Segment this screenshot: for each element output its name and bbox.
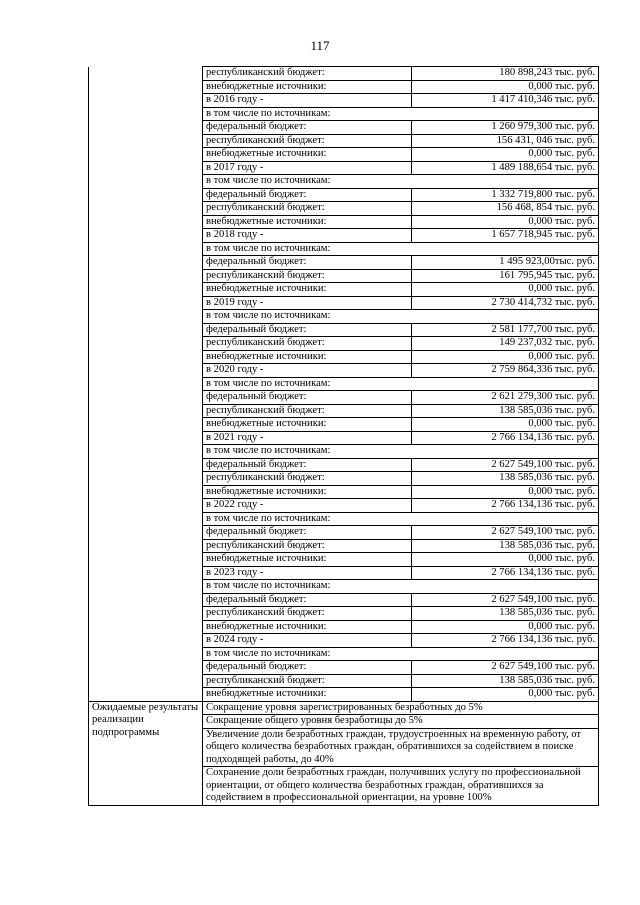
funding-label: внебюджетные источники: xyxy=(203,80,412,94)
left-empty-cell xyxy=(89,134,203,148)
left-empty-cell xyxy=(89,94,203,108)
funding-row xyxy=(89,512,599,526)
funding-label: внебюджетные источники: xyxy=(203,215,412,229)
funding-label: федеральный бюджет: xyxy=(203,256,412,270)
funding-row xyxy=(89,445,599,459)
funding-label: федеральный бюджет: xyxy=(203,458,412,472)
funding-value: 2 581 177,700 тыс. руб. xyxy=(412,323,599,337)
funding-value: 1 417 410,346 тыс. руб. xyxy=(412,94,599,108)
left-empty-cell xyxy=(89,458,203,472)
funding-label: внебюджетные источники: xyxy=(203,620,412,634)
funding-label: в 2018 году - xyxy=(203,229,412,243)
funding-value: 138 585,036 тыс. руб. xyxy=(412,472,599,486)
funding-row xyxy=(89,188,599,202)
funding-row xyxy=(89,67,599,81)
funding-label: внебюджетные источники: xyxy=(203,148,412,162)
funding-label: внебюджетные источники: xyxy=(203,688,412,702)
funding-value: 2 627 549,100 тыс. руб. xyxy=(412,526,599,540)
left-empty-cell xyxy=(89,80,203,94)
program-funding-table xyxy=(88,66,599,806)
funding-value: 2 627 549,100 тыс. руб. xyxy=(412,661,599,675)
funding-value: 0,000 тыс. руб. xyxy=(412,80,599,94)
funding-value: 1 495 923,00тыс. руб. xyxy=(412,256,599,270)
left-empty-cell xyxy=(89,580,203,594)
funding-row xyxy=(89,175,599,189)
left-empty-cell xyxy=(89,364,203,378)
left-empty-cell xyxy=(89,647,203,661)
funding-row xyxy=(89,431,599,445)
funding-value: 1 657 718,945 тыс. руб. xyxy=(412,229,599,243)
funding-label: республиканский бюджет: xyxy=(203,472,412,486)
funding-value: 0,000 тыс. руб. xyxy=(412,350,599,364)
page-number: 117 xyxy=(310,38,330,53)
left-empty-cell xyxy=(89,593,203,607)
left-empty-cell xyxy=(89,148,203,162)
funding-row xyxy=(89,661,599,675)
funding-label: федеральный бюджет: xyxy=(203,188,412,202)
left-empty-cell xyxy=(89,310,203,324)
left-empty-cell xyxy=(89,107,203,121)
funding-row xyxy=(89,215,599,229)
funding-label: в 2020 году - xyxy=(203,364,412,378)
funding-label: в том числе по источникам: xyxy=(203,512,599,526)
left-empty-cell xyxy=(89,499,203,513)
funding-label: республиканский бюджет: xyxy=(203,202,412,216)
funding-row xyxy=(89,404,599,418)
left-empty-cell xyxy=(89,229,203,243)
funding-value: 0,000 тыс. руб. xyxy=(412,215,599,229)
funding-row xyxy=(89,310,599,324)
left-empty-cell xyxy=(89,688,203,702)
funding-row xyxy=(89,269,599,283)
funding-value: 180 898,243 тыс. руб. xyxy=(412,67,599,81)
expected-result-item: Сокращение уровня зарегистрированных безработных до 5% xyxy=(203,701,599,715)
left-empty-cell xyxy=(89,418,203,432)
left-empty-cell xyxy=(89,67,203,81)
funding-label: в 2023 году - xyxy=(203,566,412,580)
funding-value: 1 260 979,300 тыс. руб. xyxy=(412,121,599,135)
left-empty-cell xyxy=(89,634,203,648)
funding-label: в 2024 году - xyxy=(203,634,412,648)
left-empty-cell xyxy=(89,485,203,499)
funding-row xyxy=(89,161,599,175)
left-empty-cell xyxy=(89,283,203,297)
funding-row xyxy=(89,202,599,216)
expected-results-label: Ожидаемые результаты реализации подпрограммы xyxy=(89,701,203,805)
expected-result-item: Сокращение общего уровня безработицы до 5% xyxy=(203,715,599,729)
left-empty-cell xyxy=(89,472,203,486)
funding-label: внебюджетные источники: xyxy=(203,418,412,432)
funding-value: 2 730 414,732 тыс. руб. xyxy=(412,296,599,310)
funding-value: 156 431, 046 тыс. руб. xyxy=(412,134,599,148)
funding-value: 0,000 тыс. руб. xyxy=(412,148,599,162)
funding-label: федеральный бюджет: xyxy=(203,323,412,337)
funding-value: 0,000 тыс. руб. xyxy=(412,418,599,432)
funding-label: в том числе по источникам: xyxy=(203,175,599,189)
left-empty-cell xyxy=(89,161,203,175)
funding-label: в том числе по источникам: xyxy=(203,107,599,121)
funding-row xyxy=(89,539,599,553)
left-empty-cell xyxy=(89,296,203,310)
expected-result-item: Сохранение доли безработных граждан, получивших услугу по профессиональной ориентации, от общего количества безработных граждан, обратившихся за содействием в профессиональной ориентации, на уровне 100% xyxy=(203,767,599,806)
funding-row xyxy=(89,485,599,499)
funding-rows xyxy=(89,67,599,702)
funding-row xyxy=(89,688,599,702)
funding-label: в том числе по источникам: xyxy=(203,310,599,324)
funding-row xyxy=(89,580,599,594)
funding-row xyxy=(89,553,599,567)
funding-label: республиканский бюджет: xyxy=(203,67,412,81)
funding-label: в 2017 году - xyxy=(203,161,412,175)
left-empty-cell xyxy=(89,175,203,189)
expected-result-row xyxy=(89,701,599,715)
funding-label: внебюджетные источники: xyxy=(203,350,412,364)
left-empty-cell xyxy=(89,539,203,553)
left-empty-cell xyxy=(89,620,203,634)
funding-label: республиканский бюджет: xyxy=(203,134,412,148)
funding-row xyxy=(89,499,599,513)
funding-value: 0,000 тыс. руб. xyxy=(412,485,599,499)
left-empty-cell xyxy=(89,215,203,229)
left-empty-cell xyxy=(89,323,203,337)
funding-value: 2 627 549,100 тыс. руб. xyxy=(412,458,599,472)
funding-value: 2 627 549,100 тыс. руб. xyxy=(412,593,599,607)
funding-row xyxy=(89,472,599,486)
funding-label: в 2021 году - xyxy=(203,431,412,445)
funding-label: федеральный бюджет: xyxy=(203,661,412,675)
funding-row xyxy=(89,242,599,256)
funding-value: 156 468, 854 тыс. руб. xyxy=(412,202,599,216)
left-empty-cell xyxy=(89,121,203,135)
funding-row xyxy=(89,647,599,661)
left-empty-cell xyxy=(89,391,203,405)
funding-row xyxy=(89,526,599,540)
funding-value: 0,000 тыс. руб. xyxy=(412,553,599,567)
expected-result-item: Увеличение доли безработных граждан, трудоустроенных на временную работу, от общего количества безработных граждан, обратившихся за содействием в поиске подходящей работы, до 40% xyxy=(203,728,599,767)
left-empty-cell xyxy=(89,431,203,445)
funding-label: федеральный бюджет: xyxy=(203,526,412,540)
left-empty-cell xyxy=(89,377,203,391)
funding-value: 0,000 тыс. руб. xyxy=(412,283,599,297)
funding-value: 138 585,036 тыс. руб. xyxy=(412,674,599,688)
funding-row xyxy=(89,566,599,580)
funding-label: в том числе по источникам: xyxy=(203,445,599,459)
funding-value: 138 585,036 тыс. руб. xyxy=(412,607,599,621)
funding-label: федеральный бюджет: xyxy=(203,121,412,135)
funding-row xyxy=(89,458,599,472)
funding-row xyxy=(89,121,599,135)
funding-row xyxy=(89,634,599,648)
funding-value: 0,000 тыс. руб. xyxy=(412,688,599,702)
funding-label: федеральный бюджет: xyxy=(203,593,412,607)
left-empty-cell xyxy=(89,607,203,621)
funding-label: республиканский бюджет: xyxy=(203,607,412,621)
funding-label: в 2016 году - xyxy=(203,94,412,108)
funding-row xyxy=(89,337,599,351)
funding-value: 161 795,945 тыс. руб. xyxy=(412,269,599,283)
funding-row xyxy=(89,364,599,378)
left-empty-cell xyxy=(89,350,203,364)
funding-label: в том числе по источникам: xyxy=(203,242,599,256)
funding-label: внебюджетные источники: xyxy=(203,553,412,567)
funding-value: 149 237,032 тыс. руб. xyxy=(412,337,599,351)
left-empty-cell xyxy=(89,188,203,202)
funding-value: 2 766 134,136 тыс. руб. xyxy=(412,634,599,648)
funding-value: 2 766 134,136 тыс. руб. xyxy=(412,499,599,513)
funding-value: 0,000 тыс. руб. xyxy=(412,620,599,634)
left-empty-cell xyxy=(89,553,203,567)
funding-row xyxy=(89,94,599,108)
funding-label: в том числе по источникам: xyxy=(203,647,599,661)
funding-row xyxy=(89,620,599,634)
expected-results-rows xyxy=(89,701,599,805)
funding-label: внебюджетные источники: xyxy=(203,283,412,297)
funding-label: республиканский бюджет: xyxy=(203,404,412,418)
left-empty-cell xyxy=(89,512,203,526)
left-empty-cell xyxy=(89,566,203,580)
left-empty-cell xyxy=(89,256,203,270)
left-empty-cell xyxy=(89,661,203,675)
funding-row xyxy=(89,350,599,364)
funding-label: республиканский бюджет: xyxy=(203,539,412,553)
left-empty-cell xyxy=(89,445,203,459)
funding-row xyxy=(89,323,599,337)
funding-row xyxy=(89,229,599,243)
funding-row xyxy=(89,377,599,391)
funding-value: 138 585,036 тыс. руб. xyxy=(412,404,599,418)
funding-label: республиканский бюджет: xyxy=(203,337,412,351)
funding-value: 1 332 719,800 тыс. руб. xyxy=(412,188,599,202)
funding-row xyxy=(89,107,599,121)
funding-row xyxy=(89,593,599,607)
left-empty-cell xyxy=(89,526,203,540)
left-empty-cell xyxy=(89,242,203,256)
funding-row xyxy=(89,607,599,621)
left-empty-cell xyxy=(89,337,203,351)
left-empty-cell xyxy=(89,674,203,688)
funding-value: 2 766 134,136 тыс. руб. xyxy=(412,566,599,580)
funding-value: 138 585,036 тыс. руб. xyxy=(412,539,599,553)
funding-label: республиканский бюджет: xyxy=(203,269,412,283)
funding-row xyxy=(89,391,599,405)
funding-row xyxy=(89,80,599,94)
funding-row xyxy=(89,134,599,148)
funding-row xyxy=(89,283,599,297)
funding-row xyxy=(89,256,599,270)
funding-row xyxy=(89,296,599,310)
funding-row xyxy=(89,418,599,432)
funding-label: в 2022 году - xyxy=(203,499,412,513)
funding-row xyxy=(89,674,599,688)
funding-label: в том числе по источникам: xyxy=(203,377,599,391)
funding-label: федеральный бюджет: xyxy=(203,391,412,405)
funding-value: 2 621 279,300 тыс. руб. xyxy=(412,391,599,405)
funding-row xyxy=(89,148,599,162)
funding-value: 2 759 864,336 тыс. руб. xyxy=(412,364,599,378)
left-empty-cell xyxy=(89,202,203,216)
funding-value: 2 766 134,136 тыс. руб. xyxy=(412,431,599,445)
funding-label: республиканский бюджет: xyxy=(203,674,412,688)
left-empty-cell xyxy=(89,269,203,283)
left-empty-cell xyxy=(89,404,203,418)
funding-label: в 2019 году - xyxy=(203,296,412,310)
funding-label: внебюджетные источники: xyxy=(203,485,412,499)
funding-value: 1 489 188,654 тыс. руб. xyxy=(412,161,599,175)
funding-label: в том числе по источникам: xyxy=(203,580,599,594)
